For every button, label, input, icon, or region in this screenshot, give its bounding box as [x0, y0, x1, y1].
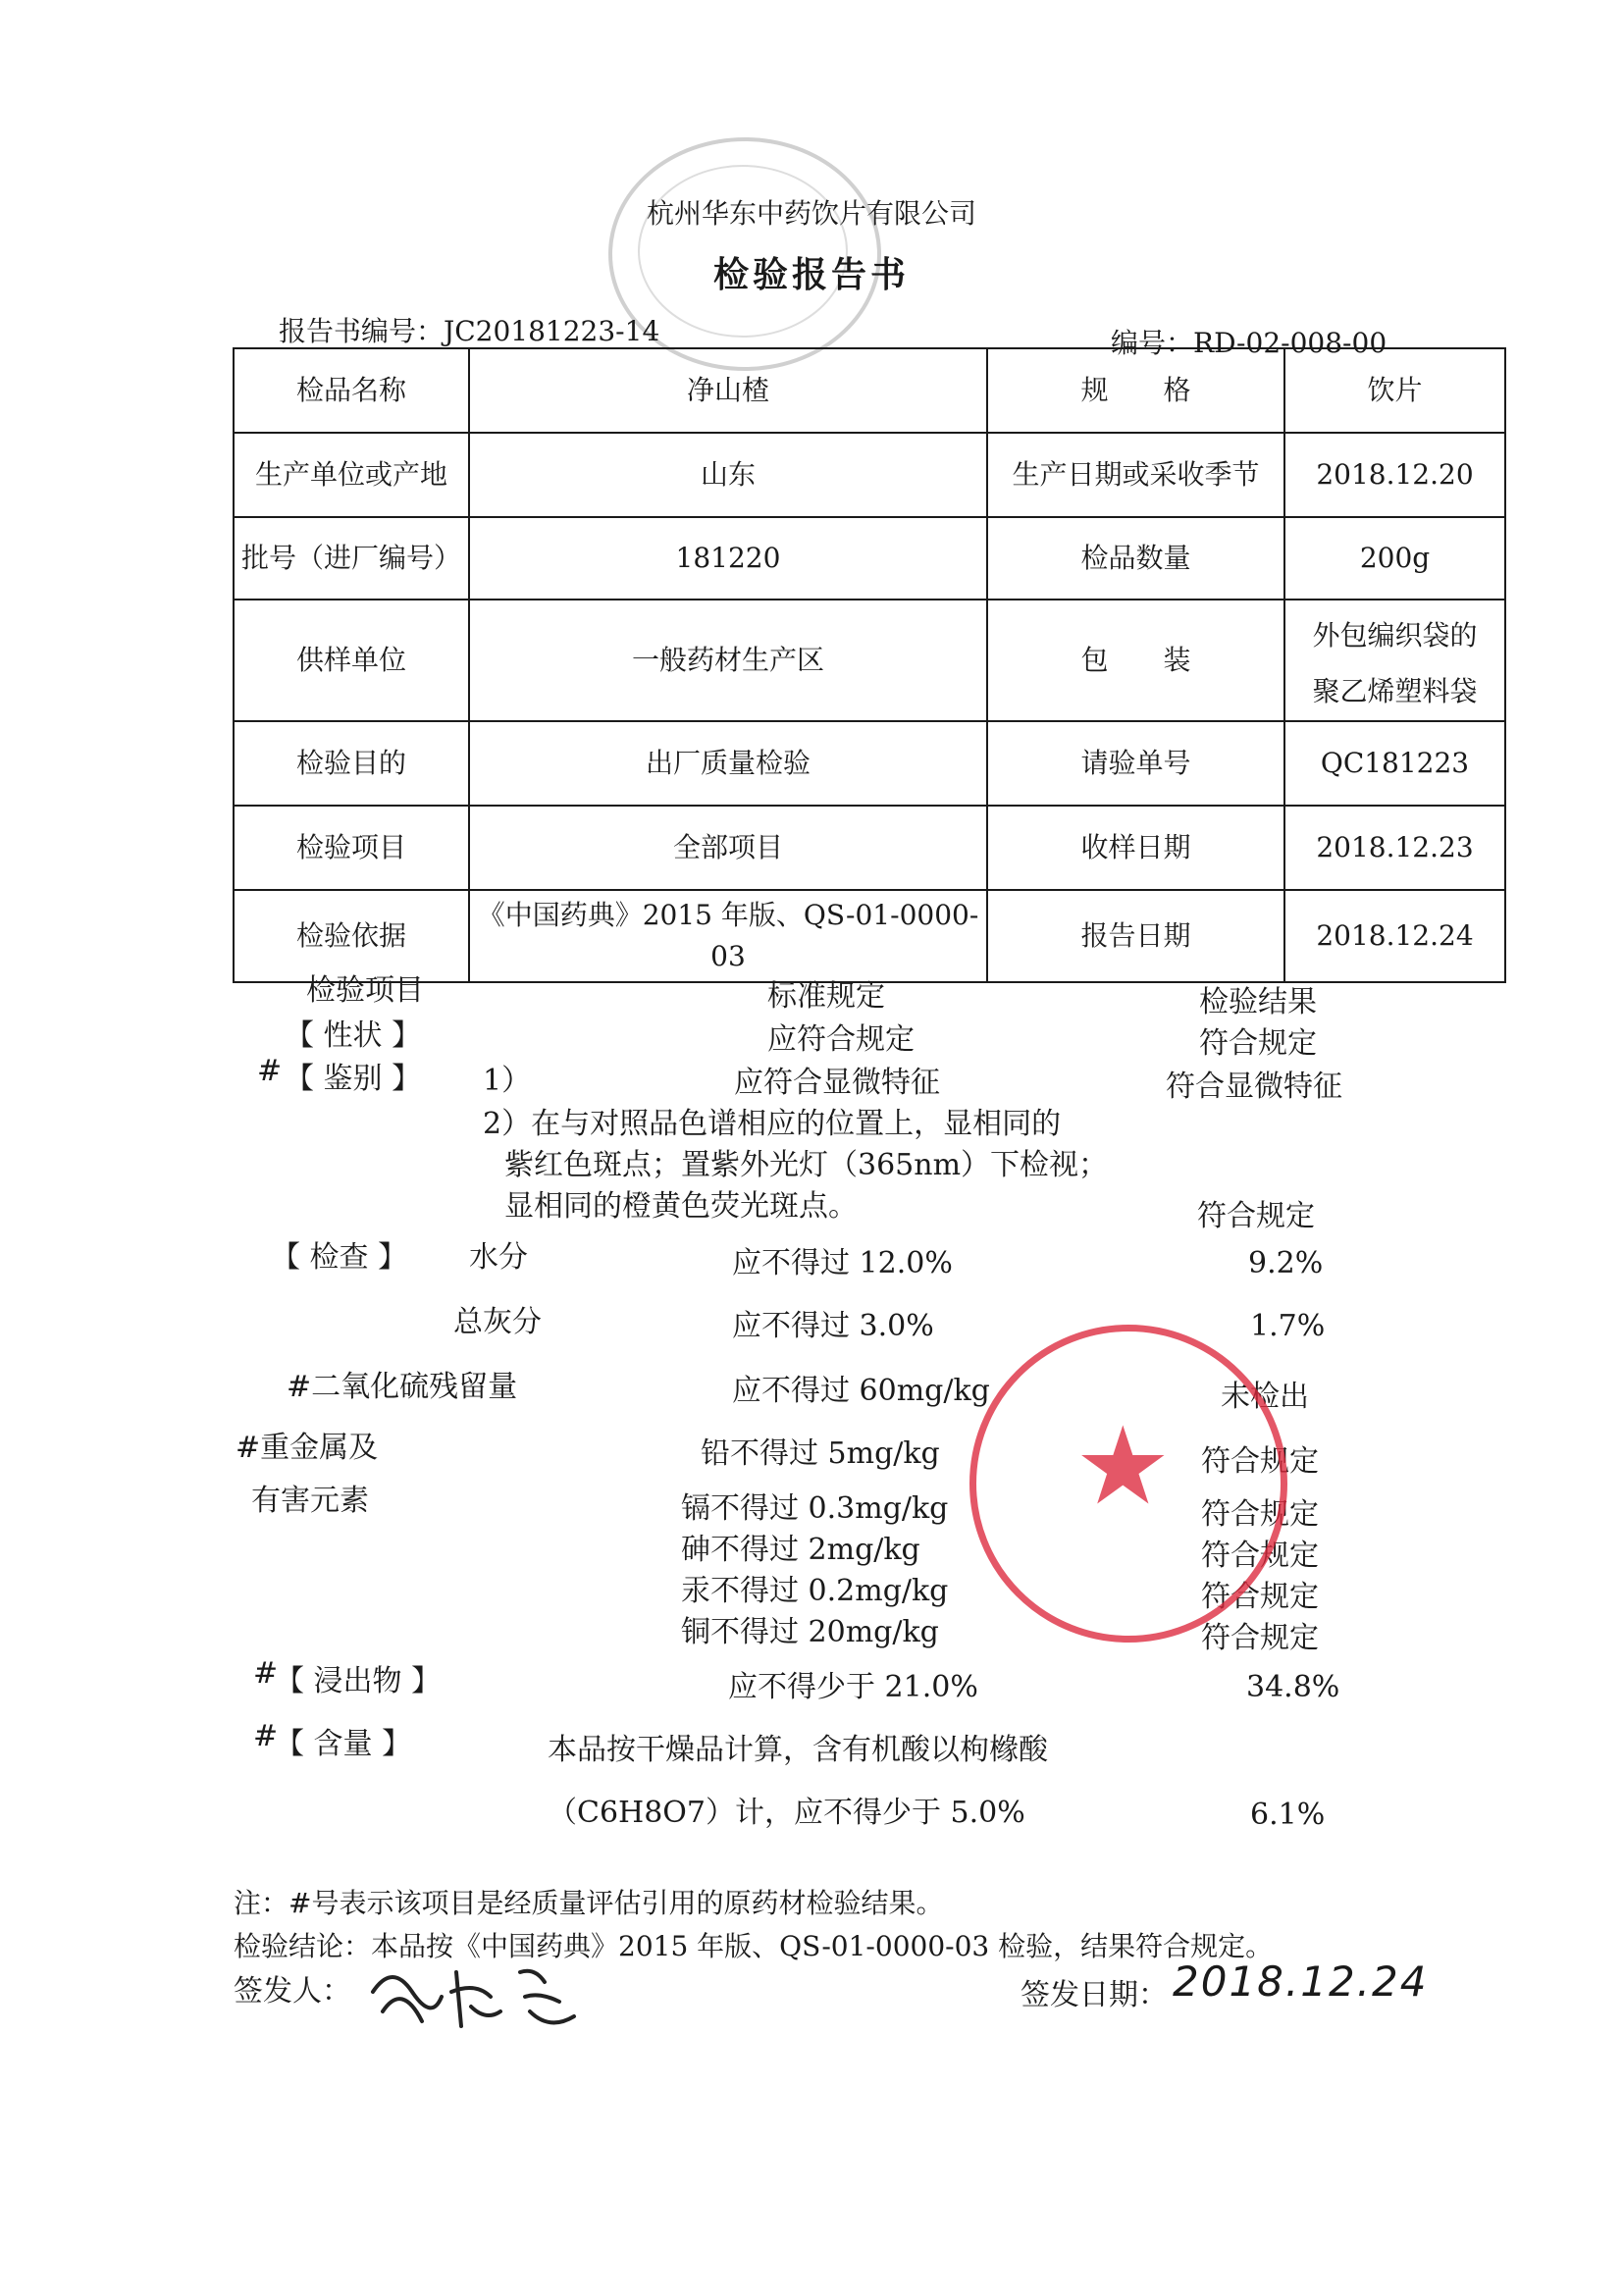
- result-content: 6.1%: [1250, 1798, 1326, 1832]
- label-xingzhuang: 【 性状 】: [285, 1018, 422, 1053]
- col-std-header: 标准规定: [767, 979, 885, 1014]
- value-packaging: [1284, 600, 1505, 721]
- result-cadmium: 符合规定: [1201, 1497, 1319, 1532]
- std-cadmium: 镉不得过 0.3mg/kg: [681, 1491, 949, 1526]
- handwritten-signature: [363, 1953, 599, 2041]
- label-ash: 总灰分: [453, 1305, 542, 1339]
- value-test-items: 全部项目: [469, 806, 987, 890]
- std-content-line1: 本品按干燥品计算，含有机酸以枸橼酸: [548, 1733, 1048, 1767]
- value-production-date: 2018.12.20: [1284, 433, 1505, 517]
- label-request-no: 请验单号: [987, 721, 1284, 806]
- info-row: [234, 433, 1505, 517]
- company-name: 杭州华东中药饮片有限公司: [646, 197, 976, 230]
- label-purpose: 检验目的: [234, 721, 469, 806]
- label-extract: 【 浸出物 】: [275, 1664, 442, 1698]
- report-title: 检验报告书: [712, 254, 910, 295]
- value-origin: 山东: [469, 433, 987, 517]
- packaging-line-2: 聚乙烯塑料袋: [1312, 675, 1478, 707]
- label-receive-date: 收样日期: [987, 806, 1284, 890]
- label-production-date: 生产日期或采收季节: [987, 433, 1284, 517]
- value-quantity: 200g: [1284, 517, 1505, 600]
- std-ash: 应不得过 3.0%: [732, 1309, 934, 1343]
- col-result-header: 检验结果: [1199, 985, 1317, 1019]
- value-purpose: 出厂质量检验: [469, 721, 987, 806]
- footnote: 注：#号表示该项目是经质量评估引用的原药材检验结果。: [234, 1887, 944, 1919]
- std-lead: 铅不得过 5mg/kg: [701, 1436, 940, 1471]
- std-extract: 应不得少于 21.0%: [728, 1670, 978, 1704]
- result-lead: 符合规定: [1201, 1444, 1319, 1479]
- value-report-date: 2018.12.24: [1284, 890, 1505, 982]
- result-extract: 34.8%: [1246, 1670, 1340, 1704]
- label-heavy-1: #重金属及: [236, 1431, 379, 1465]
- std-xingzhuang: 应符合规定: [767, 1022, 915, 1057]
- mark-jianbie: #: [257, 1054, 283, 1088]
- label-content: 【 含量 】: [275, 1727, 412, 1761]
- date-label: 签发日期：: [1021, 1978, 1168, 2012]
- std-jianbie-2-line1: 2）在与对照品色谱相应的位置上，显相同的: [483, 1107, 1062, 1141]
- result-copper: 符合规定: [1201, 1621, 1319, 1655]
- col-item-header: 检验项目: [306, 973, 424, 1008]
- handwritten-date: 2018.12.24: [1173, 1957, 1429, 2006]
- result-arsenic: 符合规定: [1201, 1539, 1319, 1573]
- label-so2: #二氧化硫残留量: [287, 1370, 518, 1404]
- signer-label: 签发人：: [234, 1974, 351, 2009]
- label-jianbie: 【 鉴别 】: [285, 1062, 422, 1096]
- result-ash: 1.7%: [1250, 1309, 1326, 1343]
- result-mercury: 符合规定: [1201, 1580, 1319, 1614]
- label-report-date: 报告日期: [987, 890, 1284, 982]
- label-origin: 生产单位或产地: [234, 433, 469, 517]
- info-row: [234, 517, 1505, 600]
- info-table: [233, 347, 1506, 983]
- sub-jianbie-1: 1）: [483, 1064, 532, 1098]
- label-packaging: 包 装: [987, 600, 1284, 721]
- label-supplier: 供样单位: [234, 600, 469, 721]
- value-supplier: 一般药材生产区: [469, 600, 987, 721]
- value-spec: 饮片: [1284, 348, 1505, 433]
- result-water: 9.2%: [1248, 1246, 1324, 1280]
- std-water: 应不得过 12.0%: [732, 1246, 953, 1280]
- std-jianbie-2-line2: 紫红色斑点；置紫外光灯（365nm）下检视；: [504, 1148, 1109, 1182]
- label-sample-name: 检品名称: [234, 348, 469, 433]
- result-so2: 未检出: [1221, 1380, 1309, 1414]
- label-test-items: 检验项目: [234, 806, 469, 890]
- mark-extract: #: [253, 1656, 279, 1691]
- std-so2: 应不得过 60mg/kg: [732, 1374, 990, 1408]
- label-basis: 检验依据: [234, 890, 469, 982]
- label-water: 水分: [469, 1240, 528, 1275]
- std-copper: 铜不得过 20mg/kg: [681, 1615, 939, 1649]
- seal-star-icon: ★: [1074, 1403, 1172, 1529]
- conclusion: 检验结论：本品按《中国药典》2015 年版、QS-01-0000-03 检验，结果符合规定。: [234, 1930, 1274, 1962]
- value-basis: 《中国药典》2015 年版、QS-01-0000-03: [469, 890, 987, 982]
- form-number: 编号：RD-02-008-00: [1111, 327, 1387, 359]
- std-mercury: 汞不得过 0.2mg/kg: [681, 1574, 949, 1608]
- packaging-line-1: 外包编织袋的: [1312, 619, 1478, 652]
- label-quantity: 检品数量: [987, 517, 1284, 600]
- std-jianbie-1: 应符合显微特征: [734, 1066, 940, 1100]
- info-row: [234, 600, 1505, 721]
- label-heavy-2: 有害元素: [251, 1484, 369, 1518]
- label-jiancha: 【 检查 】: [271, 1240, 408, 1275]
- std-content-line2: （C6H8O7）计，应不得少于 5.0%: [548, 1796, 1025, 1830]
- report-number: 报告书编号：JC20181223-14: [279, 315, 660, 347]
- value-sample-name: 净山楂: [469, 348, 987, 433]
- info-row: [234, 348, 1505, 433]
- result-jianbie-2: 符合规定: [1197, 1199, 1315, 1233]
- info-row: [234, 806, 1505, 890]
- result-xingzhuang: 符合规定: [1199, 1026, 1317, 1061]
- result-jianbie-1: 符合显微特征: [1166, 1070, 1342, 1104]
- std-jianbie-2-line3: 显相同的橙黄色荧光斑点。: [504, 1189, 858, 1224]
- label-spec: 规 格: [987, 348, 1284, 433]
- label-batch: 批号（进厂编号）: [234, 517, 469, 600]
- value-receive-date: 2018.12.23: [1284, 806, 1505, 890]
- value-batch: 181220: [469, 517, 987, 600]
- info-row: [234, 721, 1505, 806]
- std-arsenic: 砷不得过 2mg/kg: [681, 1533, 920, 1567]
- mark-content: #: [253, 1719, 279, 1753]
- info-row: [234, 890, 1505, 982]
- value-request-no: QC181223: [1284, 721, 1505, 806]
